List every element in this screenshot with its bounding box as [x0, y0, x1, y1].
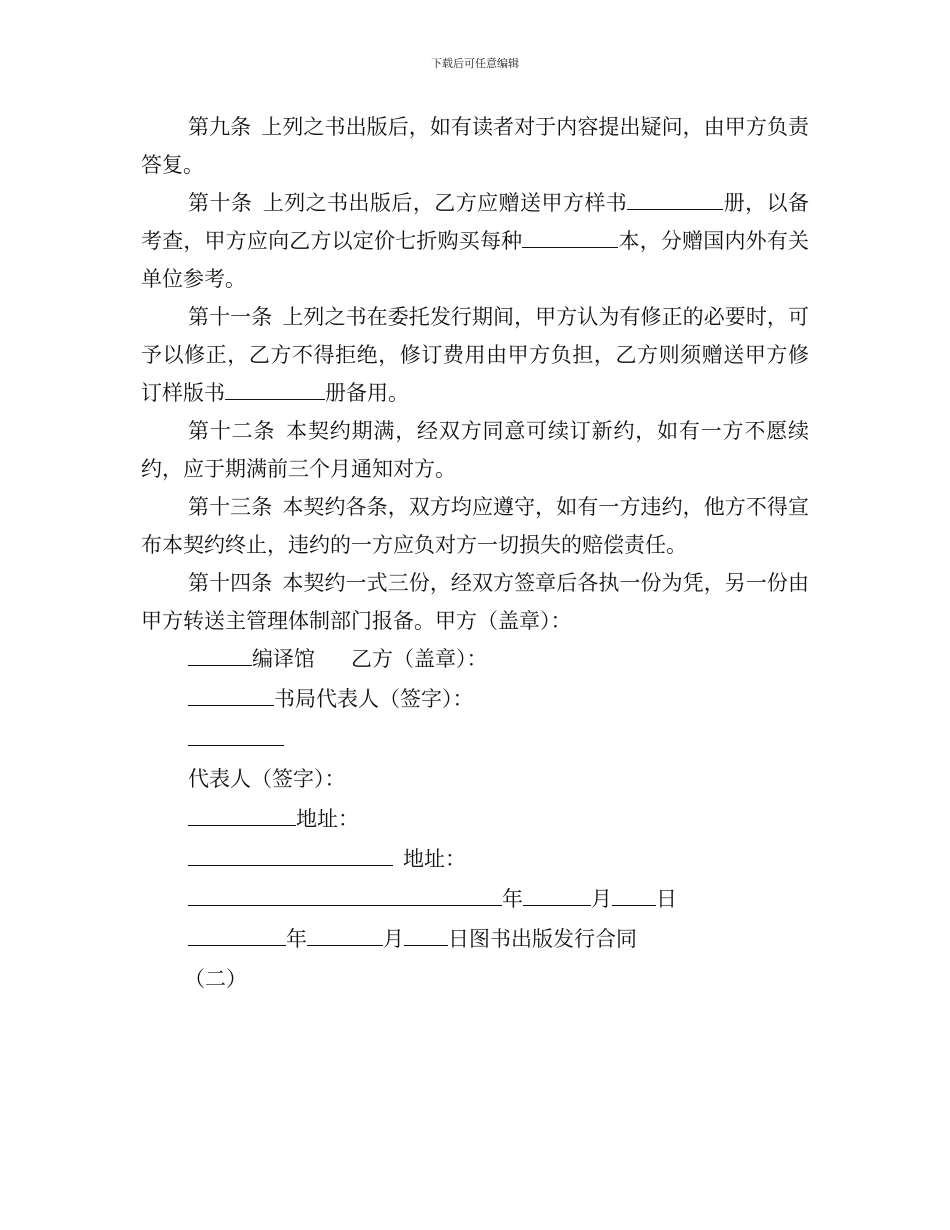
article-label: 第十四条	[188, 571, 273, 595]
day-label: 日	[656, 887, 677, 911]
fill-blank	[188, 728, 284, 746]
article-label: 第十一条	[188, 305, 273, 329]
fill-blank	[188, 888, 502, 906]
article-text: 本，分赠国内外有关单位参考。	[141, 229, 810, 291]
article-text: 本契约期满，经双方同意可续订新约，如有一方不愿续约，应于期满前三个月通知对方。	[141, 419, 810, 481]
publisher-label: 编译馆	[252, 647, 315, 671]
fill-blank	[188, 648, 252, 666]
address-label: 地址：	[403, 847, 466, 871]
article-label: 第九条	[188, 115, 252, 139]
section-marker: （二）	[184, 967, 247, 991]
fill-blank	[523, 888, 591, 906]
fill-blank	[404, 928, 448, 946]
article-14	[141, 564, 809, 640]
signature-line-1	[141, 640, 809, 680]
party-b-seal-label: 乙方（盖章）：	[351, 647, 488, 671]
representative-label: 代表人（签字）：	[188, 767, 346, 791]
article-label: 第十三条	[188, 495, 273, 519]
fill-blank	[188, 688, 274, 706]
signature-line-5	[141, 800, 809, 840]
signature-line-4	[141, 760, 809, 800]
fill-blank	[522, 230, 618, 248]
article-12	[141, 412, 809, 488]
article-11	[141, 298, 809, 412]
article-label: 第十二条	[188, 419, 276, 443]
fill-blank	[627, 192, 723, 210]
article-text: 上列之书出版后，如有读者对于内容提出疑问，由甲方负责答复。	[141, 115, 810, 177]
fill-blank	[612, 888, 656, 906]
signature-line-3	[141, 720, 809, 760]
month-label: 月	[591, 887, 612, 911]
article-9	[141, 108, 809, 184]
fill-blank	[188, 928, 286, 946]
signature-line-2	[141, 680, 809, 720]
signature-line-6	[141, 840, 809, 880]
article-label: 第十条	[188, 191, 253, 215]
bookstore-representative-label: 书局代表人（签字）：	[274, 687, 474, 711]
fill-blank	[307, 928, 383, 946]
date-line-1	[141, 880, 809, 920]
article-text: 本契约各条，双方均应遵守，如有一方违约，他方不得宣布本契约终止，违约的一方应负对方一切损失的赔偿责任。	[141, 495, 810, 557]
fill-blank	[225, 382, 325, 400]
article-10	[141, 184, 809, 298]
date-line-2	[141, 920, 809, 960]
month-label: 月	[383, 927, 404, 951]
contract-title-text: 日图书出版发行合同	[448, 927, 637, 951]
article-text: 本契约一式三份，经双方签章后各执一份为凭，另一份由甲方转送主管理体制部门报备。甲方（盖章）：	[141, 571, 810, 633]
article-text: 册，以备考查，甲方应向乙方以定价七折购买每种	[141, 191, 810, 253]
fill-blank	[188, 848, 393, 866]
year-label: 年	[502, 887, 523, 911]
year-label: 年	[286, 927, 307, 951]
address-label: 地址：	[296, 807, 359, 831]
fill-blank	[188, 808, 296, 826]
page-header-note: 下载后可任意编辑	[431, 57, 519, 70]
article-13	[141, 488, 809, 564]
article-text: 上列之书在委托发行期间，甲方认为有修正的必要时，可予以修正，乙方不得拒绝，修订费用由甲方负担，乙方则须赠送甲方修订样版书	[141, 305, 810, 405]
article-text: 册备用。	[325, 381, 409, 405]
contract-body	[141, 108, 809, 998]
article-text: 上列之书出版后，乙方应赠送甲方样书	[262, 191, 628, 215]
